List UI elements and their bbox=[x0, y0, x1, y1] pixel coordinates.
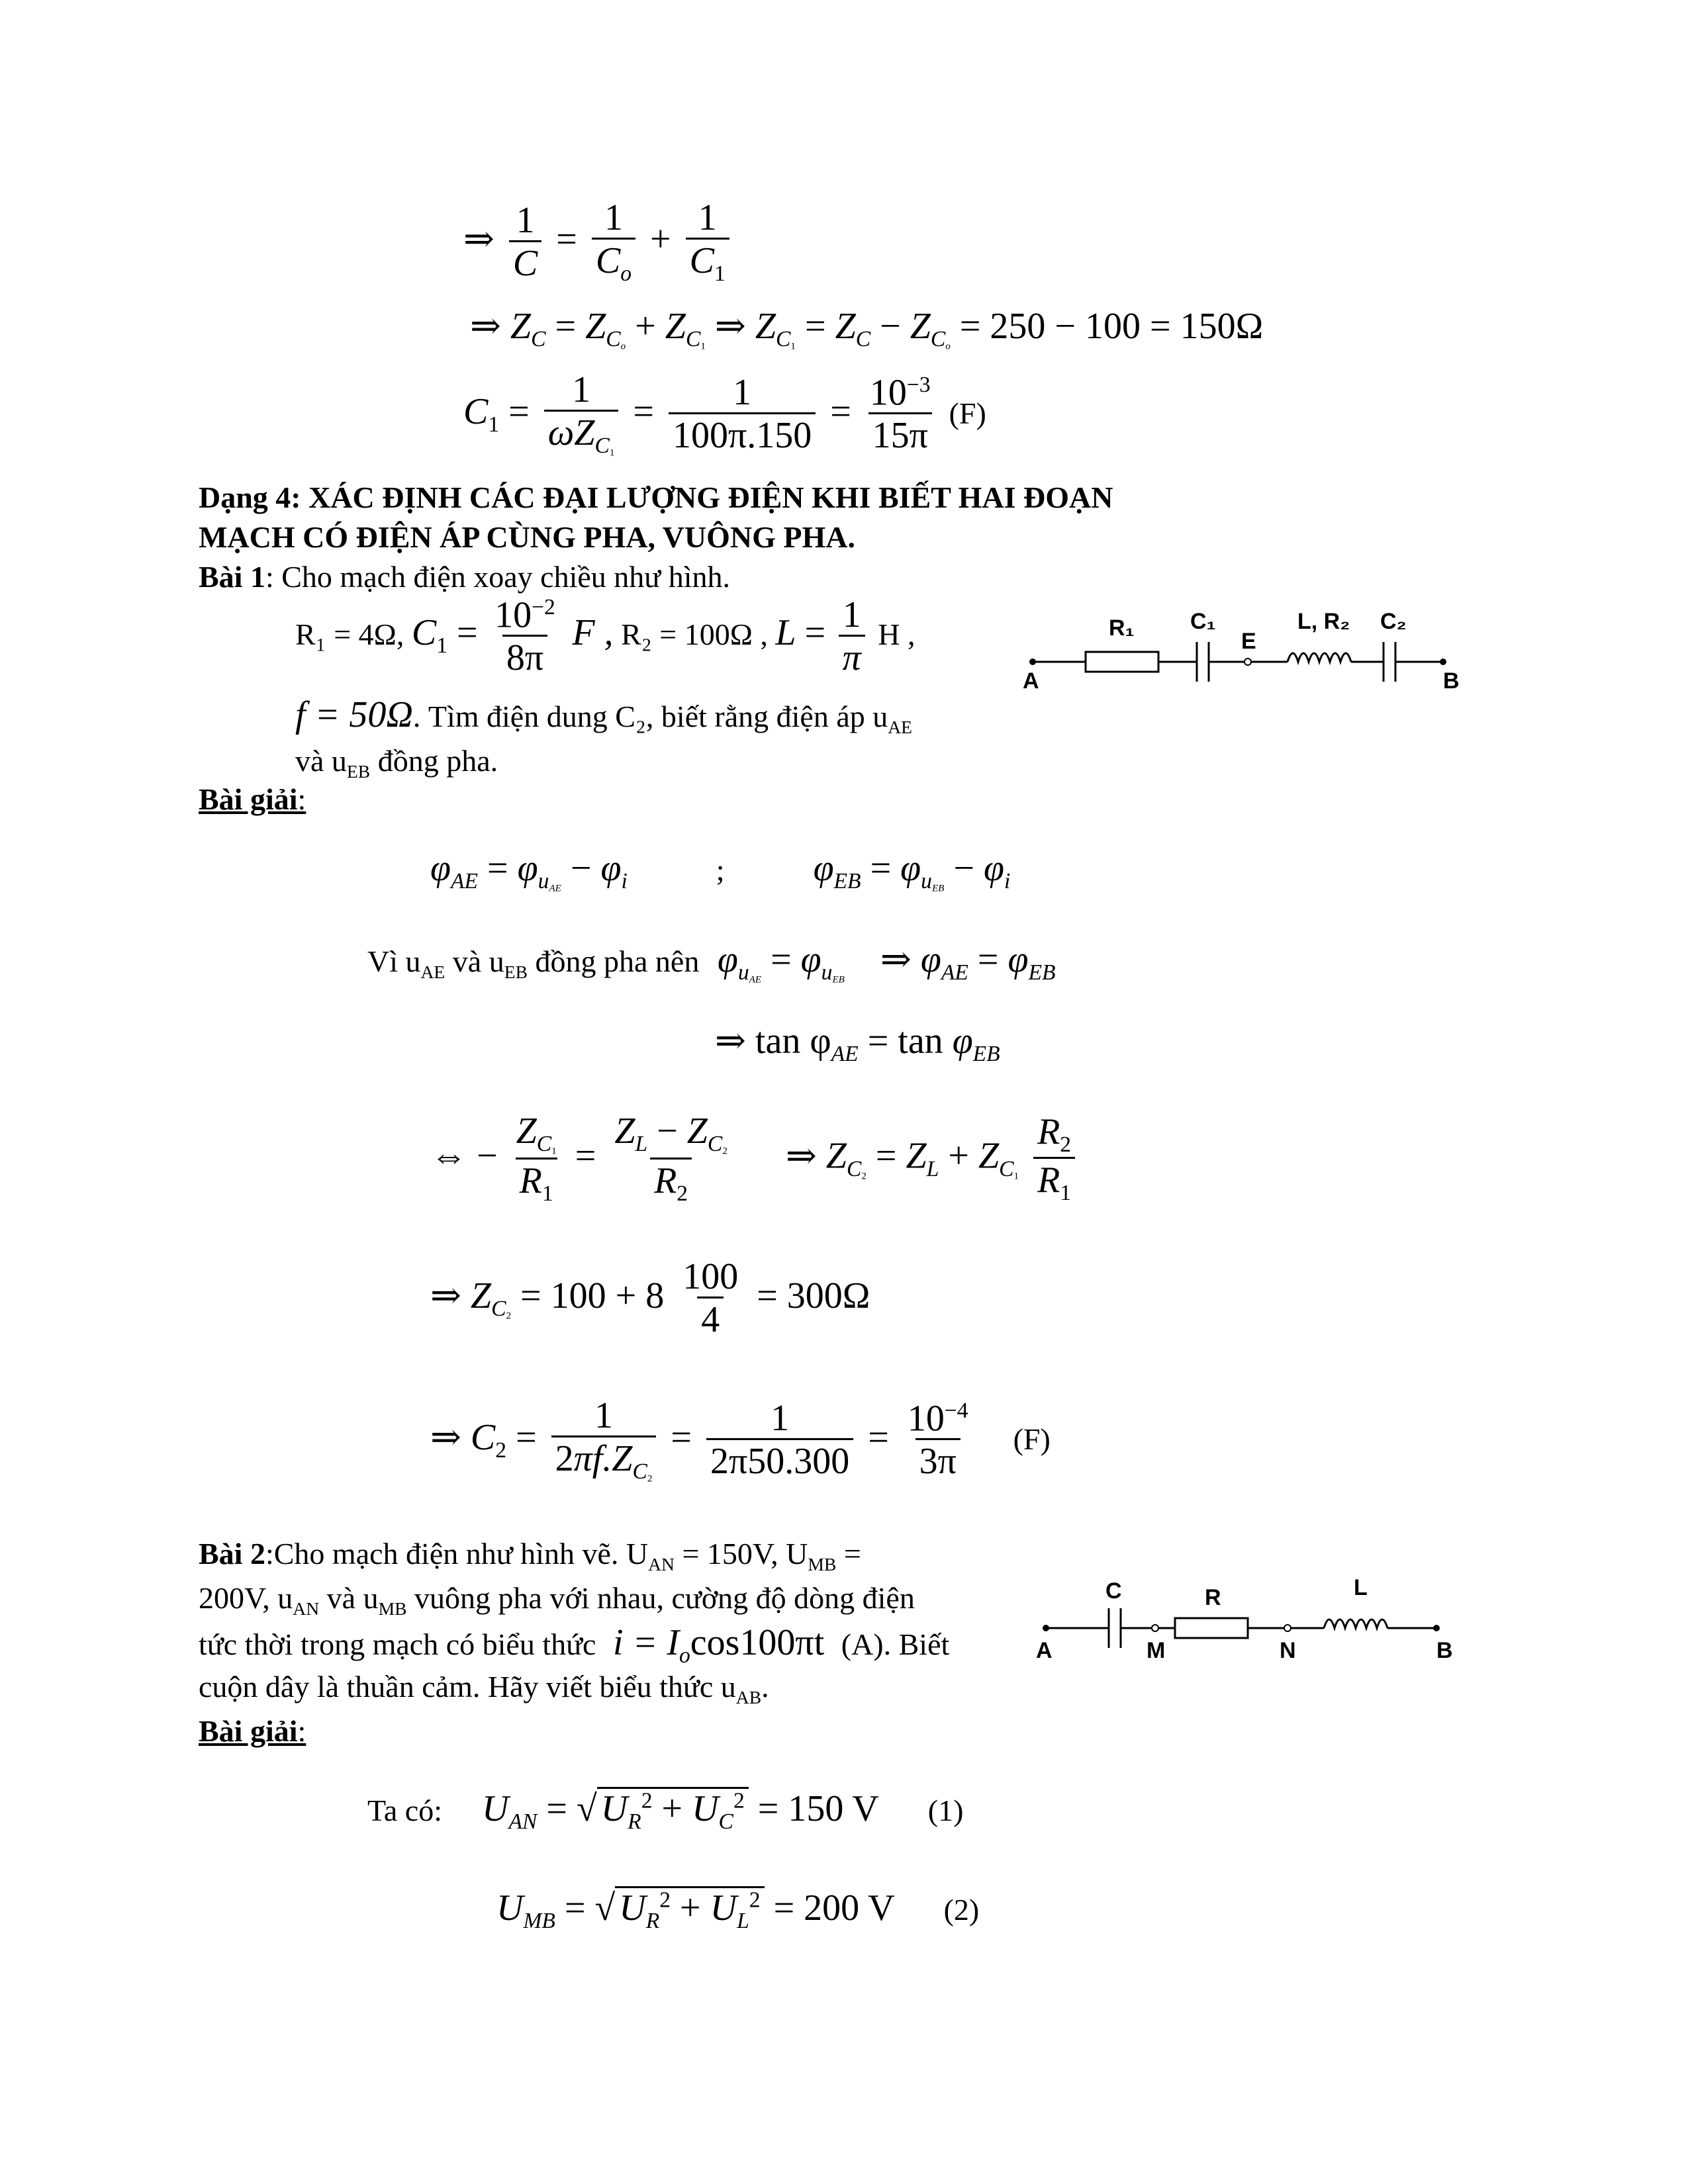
label-l-r2: L, R₂ bbox=[1297, 609, 1350, 634]
equation-zc2: ⇒ $Z_{C2} = 100 + 8$ $\frac{100}{4}$ = 300Ω bbox=[430, 1256, 870, 1340]
bai2-line1-text: :Cho mạch điện như hình vẽ. U bbox=[265, 1537, 649, 1570]
bai2-line4-b: . bbox=[761, 1670, 769, 1704]
bai2-line2-c: vuông pha với nhau, cường độ dòng điện bbox=[406, 1581, 915, 1615]
bai2-solution-label: Bài giải: bbox=[199, 1714, 306, 1748]
c2-exp3: −4 bbox=[944, 1398, 968, 1423]
bai2-line3: tức thời trong mạch có biểu thức $i = I_o\cos 100\pi t$ (A). Biết bbox=[199, 1622, 950, 1668]
bai1-title: Bài 1 bbox=[199, 560, 265, 594]
bai2-line3-b: (A). Biết bbox=[841, 1627, 950, 1661]
bai2-line1-sub1: AN bbox=[648, 1554, 675, 1575]
bai1-intro-text: : Cho mạch điện xoay chiều như hình. bbox=[265, 560, 730, 594]
phi-semicolon: ; bbox=[716, 853, 725, 887]
bai1-l-den: π bbox=[839, 635, 865, 679]
vi-text-b: và u bbox=[445, 944, 504, 978]
c1-num2: 1 bbox=[733, 371, 752, 413]
bai1-c1-exp: −2 bbox=[532, 595, 555, 619]
label-a-2: A bbox=[1036, 1638, 1053, 1663]
c1-den2: 100π.150 bbox=[669, 412, 816, 457]
bai2-current-cos: cos100πt bbox=[690, 1622, 825, 1663]
section-heading-line2: MẠCH CÓ ĐIỆN ÁP CÙNG PHA, VUÔNG PHA. bbox=[199, 520, 855, 554]
bai2-line4 bbox=[199, 1667, 769, 1717]
bai2-line4-a: cuộn dây là thuần cảm. Hãy viết biểu thức u bbox=[199, 1670, 736, 1704]
uan-value: = 150 V bbox=[757, 1788, 879, 1829]
zc2-value: = 100 + 8 bbox=[520, 1275, 665, 1316]
node-a-1 bbox=[1029, 659, 1036, 665]
c2-num3: 10 bbox=[907, 1398, 945, 1439]
bai1-c1-num: 10 bbox=[494, 594, 532, 636]
label-r: R bbox=[1205, 1585, 1221, 1610]
label-r1: R₁ bbox=[1109, 615, 1135, 641]
bai1-c1-unit: F , bbox=[572, 612, 614, 653]
label-b-1: B bbox=[1443, 668, 1460, 694]
c1-num3: 10 bbox=[869, 372, 907, 414]
zc2-num: 100 bbox=[682, 1256, 739, 1297]
equation-phi: $\varphi_{AE} = \varphi_{uAE} - \varphi_i$ ; $\varphi_{EB} = \varphi_{uEB} - \varphi_i$ bbox=[430, 848, 1011, 894]
bai2-line2 bbox=[199, 1578, 915, 1629]
taco-label: Ta có: bbox=[367, 1794, 443, 1827]
zc2-result: = 300Ω bbox=[757, 1275, 870, 1316]
vi-sub1: AE bbox=[420, 962, 445, 983]
zc1-value: = 250 − 100 = 150Ω bbox=[959, 306, 1264, 347]
node-b-2 bbox=[1433, 1625, 1440, 1631]
label-l: L bbox=[1354, 1575, 1368, 1600]
bai2-line2-a: 200V, u bbox=[199, 1581, 293, 1615]
bai2-solution-text: Bài giải bbox=[199, 1714, 298, 1748]
bai1-line3-a: và u bbox=[295, 744, 347, 778]
node-b-1 bbox=[1440, 659, 1446, 665]
bai1-question bbox=[295, 695, 912, 747]
bai1-vi-line: Vì $u_{AE}$ và $u_{EB}$ đồng pha nên $\varphi_{uAE} = \varphi_{uEB}$ ⇒ $\varphi_{AE} = \varphi_{EB}$ bbox=[367, 939, 1056, 985]
bai1-intro bbox=[199, 557, 730, 597]
bai2-line1-sub2: MB bbox=[808, 1554, 837, 1575]
bai2-line3-a: tức thời trong mạch có biểu thức bbox=[199, 1627, 596, 1661]
c2-num2: 1 bbox=[771, 1397, 790, 1439]
bai2-line1 bbox=[199, 1534, 1019, 1584]
label-m: M bbox=[1147, 1638, 1166, 1663]
bai1-question-sub: AE bbox=[888, 717, 913, 738]
label-b-2: B bbox=[1436, 1638, 1453, 1663]
bai1-line3-b: đồng pha. bbox=[370, 744, 498, 778]
bai1-given-values: R₁ = 4Ω, $C_1$ = $\frac{10^{-2}}{8\pi}$ F , R₂ = 100Ω , L = $\frac{1}{\pi}$ H , bbox=[295, 594, 915, 679]
vi-text-a: Vì u bbox=[367, 944, 421, 978]
equation-umb: $U_{MB}$ = √ $U_R^2 + U_L^2 = 200$ V (2) bbox=[496, 1888, 980, 1934]
c2-den3: 3π bbox=[915, 1438, 961, 1482]
equation-zc: ⇒ $Z_C = Z_{Co} + Z_{C1}$ ⇒ $Z_{C1} = Z_C - Z_{Co} = 250 - 100 = 150\Omega$ bbox=[470, 306, 1264, 352]
equation-uan: Ta có: $U_{AN}$ = √ $U_R^2 + U_C^2 = 150$ V (1) bbox=[367, 1788, 964, 1835]
bai1-r2: R₂ = 100Ω , bbox=[621, 617, 768, 651]
umb-tag: (2) bbox=[943, 1893, 980, 1927]
vi-text-c: đồng pha nên bbox=[527, 944, 700, 978]
bai2-line2-sub1: AN bbox=[293, 1598, 320, 1619]
bai2-line1-mid: = 150V, U bbox=[674, 1537, 808, 1570]
bai1-frequency: f = 50Ω bbox=[295, 694, 413, 735]
circuit-diagram-2 bbox=[1033, 1575, 1470, 1674]
bai1-r1: R₁ = 4Ω, bbox=[295, 617, 404, 651]
label-e: E bbox=[1241, 629, 1256, 654]
c2-den2: 2π50.300 bbox=[706, 1438, 853, 1482]
equation-c1: $C_1$ = $\frac{1}{\omega Z_{C1}}$ = $\frac{1}{100\pi.150}$ = $\frac{10^{-3}}{15\pi}$ (F) bbox=[463, 369, 986, 459]
tan-text: ⇒ tan φ bbox=[715, 1021, 831, 1062]
label-n: N bbox=[1280, 1638, 1296, 1663]
label-a-1: A bbox=[1023, 668, 1039, 694]
node-n bbox=[1284, 1625, 1291, 1631]
bai1-l-num: 1 bbox=[842, 594, 861, 636]
bai2-line2-sub2: MB bbox=[378, 1598, 407, 1619]
label-c2: C₂ bbox=[1380, 609, 1407, 634]
bai1-question-line3 bbox=[295, 741, 498, 792]
label-c: C bbox=[1105, 1578, 1122, 1604]
bai1-question-text: . Tìm điện dung C₂, biết rằng điện áp u bbox=[412, 700, 888, 733]
section-heading-line1: Dạng 4: XÁC ĐỊNH CÁC ĐẠI LƯỢNG ĐIỆN KHI BIẾT HAI ĐOẠN bbox=[199, 480, 1113, 514]
bai2-line4-sub: AB bbox=[735, 1687, 762, 1708]
bai1-l-unit: H , bbox=[878, 617, 915, 651]
bai2-title: Bài 2 bbox=[199, 1537, 265, 1570]
zc2-den: 4 bbox=[697, 1297, 724, 1341]
c1-unit: (F) bbox=[949, 396, 986, 430]
circuit-diagram-1 bbox=[1019, 599, 1470, 698]
label-c1: C₁ bbox=[1190, 609, 1216, 634]
bai1-solution-text: Bài giải bbox=[199, 782, 298, 816]
equation-c2: ⇒ $C_2$ = $\frac{1}{2\pi f.Z_{C2}}$ = $\frac{1}{2\pi 50.300}$ = $\frac{10^{-4}}{3\pi}$ (F) bbox=[430, 1395, 1051, 1484]
bai2-line1-end: = bbox=[836, 1537, 861, 1570]
vi-sub2: EB bbox=[504, 962, 528, 983]
bai2-current-expr: i = I bbox=[612, 1622, 679, 1663]
node-a-2 bbox=[1043, 1625, 1049, 1631]
equation-ratio: ⇔ − $\frac{Z_{C1}}{R_1}$ = $\frac{Z_L - Z_{C2}}{R_2}$ ⇒ $Z_{C2} = Z_L + Z_{C1}$ $\frac{R_2}{R_1}$ bbox=[430, 1112, 1080, 1206]
c1-exp3: −3 bbox=[906, 372, 931, 397]
c2-unit: (F) bbox=[1013, 1422, 1051, 1456]
equation-tan: ⇒ $\tan \varphi_{AE} = \tan \varphi_{EB}$ bbox=[715, 1021, 1000, 1067]
bai1-c1-den: 8π bbox=[502, 635, 547, 679]
bai1-solution-label: Bài giải: bbox=[199, 782, 306, 816]
umb-value: = 200 V bbox=[773, 1888, 895, 1929]
node-m bbox=[1152, 1625, 1158, 1631]
c1-den3: 15π bbox=[868, 412, 932, 457]
bai2-line2-b: và u bbox=[319, 1581, 379, 1615]
node-e bbox=[1244, 659, 1251, 665]
bai1-line3-sub: EB bbox=[346, 761, 371, 782]
uan-tag: (1) bbox=[927, 1794, 964, 1827]
equation-1-over-c: ⇒ $\frac{1}{C}$ = $\frac{1}{C_o}$ + $\frac{1}{C_1}$ bbox=[463, 199, 735, 287]
